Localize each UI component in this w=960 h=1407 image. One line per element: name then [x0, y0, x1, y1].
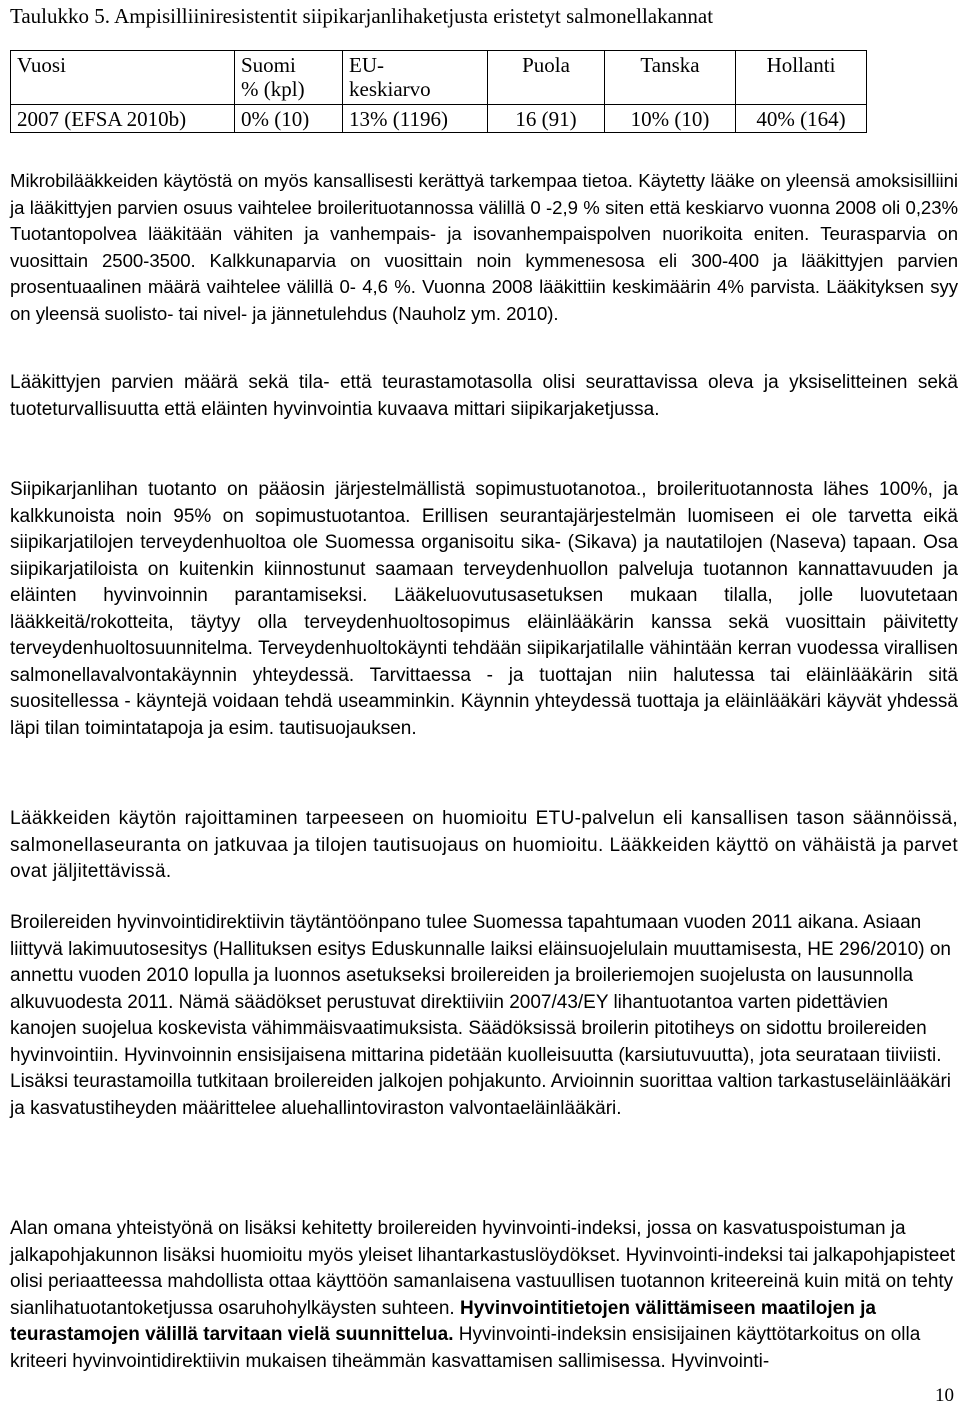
- welfare-index-text-end: Hyvinvointi-indeksin ensisijainen käyttötarkoitus on olla kriteeri hyvinvointidirektiivin mukaisen tiheämmän kasvattamisen sallimisessa. Hyvinvointi-: [10, 1324, 921, 1372]
- paragraph-etu-service: Lääkkeiden käytön rajoittaminen tarpeeseen on huomioitu ETU-palvelun eli kansallisen tason säännöissä, salmonellaseuranta on jatkuvaa ja tilojen tautisuojaus on huomioitu. Lääkkeiden käyttö on vähäistä ja parvet ovat jäljitettävissä.: [10, 808, 958, 882]
- paragraph-antimicrobial-use: Mikrobilääkkeiden käytöstä on myös kansallisesti kerättyä tarkempaa tietoa. Käytetty lääke on yleensä amoksisilliini ja lääkittyjen parvien osuus vaihtelee broilerituotannossa välillä 0 -2,9 % siten että keskiarvo vuonna 2008 oli 0,23% Tuotantopolvea lääkitään vähiten ja vanhempais- ja isovanhempaispolven nuorikoita eniten. Teurasparvia on vuosittain 2500-3500. Kalkkunaparvia on vuosittain noin kymmenesosa eli 300-400 ja lääkittyjen parvien prosentuaalinen määrä vaihtelee välillä 0- 4,6 %. Vuonna 2008 lääkittiin keskimäärin 4% parvista. Lääkityksen syy on yleensä suolisto- tai nivel- ja jännetulehdus (Nauholz ym. 2010).: [10, 170, 958, 324]
- welfare-index-text: Alan omana yhteistyönä on lisäksi kehitetty broilereiden hyvinvointi-indeksi, jossa on kasvatuspoistuman ja jalkapohjakunnon lisäksi huomioitu myös yleiset lihantarkastuslöydökset. Hyvinvointi-indeksi tai jalkapohjapisteet olisi periaatteessa mahdollista ottaa käyttöön samanlaisena vastuullisen tuotannon kriteereinä kuin mitä on tehty sianlihatuotantoketjussa osaruhohylkäysten suhteen.: [10, 1218, 956, 1319]
- header-cell-year: Vuosi: [11, 51, 235, 105]
- paragraph-welfare-index: [10, 1216, 958, 1375]
- page-number: 10: [935, 1385, 954, 1406]
- table-cell: 16 (91): [488, 105, 605, 133]
- header-cell-poland: Puola: [488, 51, 605, 105]
- table-cell: 13% (1196): [343, 105, 488, 133]
- table-cell: 0% (10): [235, 105, 343, 133]
- paragraph-contract-production: Siipikarjanlihan tuotanto on pääosin järjestelmällistä sopimustuotanotoa., broilerituotannosta lähes 100%, ja kalkkunoista noin 95% on sopimustuotantoa. Erillisen seurantajärjestelmän luomiseen ei ole tarvetta eikä siipikarjatilojen terveydenhuoltoa ole Suomessa organisoitu sika- (Sikava) ja nautatilojen (Naseva) tapaan. Osa siipikarjatiloista on kuitenkin kiinnostunut saamaan terveydenhuollon palveluja tuotannon kannattavuuden ja eläinten hyvinvoinnin parantamiseksi. Lääkeluovutusasetuksen mukaan tilalla, jolle luovutetaan lääkkeitä/rokotteita, täytyy olla terveydenhuoltosopimus eläinlääkärin kanssa sekä vuosittain päivitetty terveydenhuoltosuunnitelma. Terveydenhuoltokäynti tehdään siipikarjatilalle vähintään kerran vuodessa virallisen salmonellavalvontakäynnin yhteydessä. Tarvittaessa - ja tuottajan niin halutessa tai eläinlääkärin sitä suositellessa - käyntejä voidaan tehdä useamminkin. Käynnin yhteydessä tuottaja ja eläinlääkäri käyvät yhdessä läpi tilan toimintatapoja ja esim. tautisuojauksen.: [10, 479, 958, 739]
- header-cell-eu-average: EU- keskiarvo: [343, 51, 488, 105]
- table-cell: 10% (10): [605, 105, 736, 133]
- table-header-row: [11, 51, 867, 105]
- welfare-index-bold-text: Hyvinvointitietojen välittämiseen maatilojen ja teurastamojen välillä tarvitaan vielä suunnittelua.: [10, 1297, 876, 1345]
- paragraph-broiler-welfare-directive: Broilereiden hyvinvointidirektiivin täytäntöönpano tulee Suomessa tapahtumaan vuoden 2011 aikana. Asiaan liittyvä lakimuutosesitys (Hallituksen esitys Eduskunnalle laiksi eläinsuojelulain muuttamisesta, HE 296/2010) on annettu vuoden 2010 lopulla ja luonnos asetukseksi broilereiden ja broileriemojen suojelusta on lausunnolla alkuvuodesta 2011. Nämä säädökset perustuvat direktiiviin 2007/43/EY lihantuotantoa varten pidettävien kanojen suojelua koskevista vähimmäisvaatimuksista. Säädöksissä broilerin pitotiheys on sidottu broilereiden hyvinvointiin. Hyvinvoinnin ensisijaisena mittarina pidetään kuolleisuutta (karsiutuvuutta), jota seurataan tiiviisti. Lisäksi teurastamoilla tutkitaan broilereiden jalkojen pohjakunto. Arvioinnin suorittaa valtion tarkastuseläinlääkäri ja kasvatustiheyden määrittelee aluehallintoviraston valvontaeläinlääkäri.: [10, 912, 952, 1119]
- table-cell: 40% (164): [736, 105, 867, 133]
- table-row: [11, 105, 867, 133]
- salmonella-table: [10, 50, 867, 133]
- header-cell-netherlands: Hollanti: [736, 51, 867, 105]
- paragraph-medicated-flocks-indicator: Lääkittyjen parvien määrä sekä tila- että teurastamotasolla olisi seurattavissa oleva ja yksiselitteinen sekä tuoteturvallisuutta että eläinten hyvinvointia kuvaava mittari siipikarjaketjussa.: [10, 372, 958, 420]
- table-cell: 2007 (EFSA 2010b): [11, 105, 235, 133]
- table-caption: Taulukko 5. Ampisilliiniresistentit siipikarjanlihaketjusta eristetyt salmonellakannat: [10, 4, 714, 28]
- header-cell-denmark: Tanska: [605, 51, 736, 105]
- header-cell-finland: Suomi % (kpl): [235, 51, 343, 105]
